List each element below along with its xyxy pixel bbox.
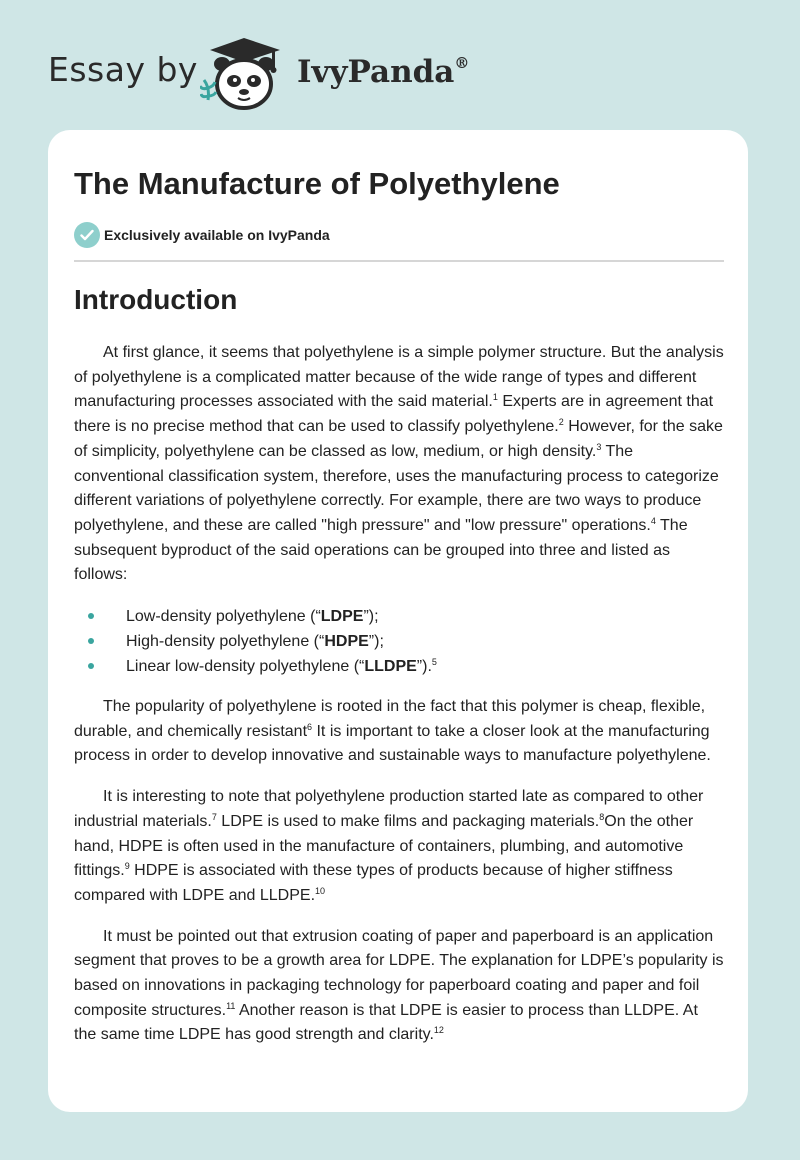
footnote-ref[interactable]: 12 bbox=[433, 1025, 444, 1036]
footnote-ref[interactable]: 9 bbox=[124, 861, 130, 872]
footnote-ref[interactable]: 8 bbox=[599, 811, 605, 822]
site-header bbox=[0, 0, 800, 128]
footnote-ref[interactable]: 4 bbox=[650, 515, 656, 526]
divider bbox=[74, 260, 724, 262]
checkmark-icon bbox=[74, 222, 100, 248]
panda-logo-icon[interactable] bbox=[200, 36, 296, 112]
essay-by-label: Essay by bbox=[48, 50, 198, 89]
footnote-ref[interactable]: 11 bbox=[226, 1000, 236, 1011]
list-item: Linear low-density polyethylene (“LLDPE”).$^5$ bbox=[74, 654, 724, 679]
list-item: High-density polyethylene (“HDPE”); bbox=[74, 629, 724, 654]
paragraph-2: The popularity of polyethylene is rooted in the fact that this polymer is cheap, flexible, durable, and chemically resistant$^6$ It is important to take a closer look at the manufacturing process in order to develop innovative and sustainable ways to manufacture polyethylene. bbox=[74, 698, 711, 765]
footnote-ref[interactable]: 2 bbox=[558, 417, 564, 428]
footnote-ref[interactable]: 6 bbox=[307, 721, 313, 732]
paragraph-4: It must be pointed out that extrusion coating of paper and paperboard is an application segment that proves to be a growth area for LDPE. The explanation for LDPE’s popularity is based on innovations in packaging technology for paperboard coating and paper and foil composite structures.$^{11}$ Another reason is that LDPE is easier to process than LLDPE. At the same time LDPE has good strength and clarity.$^{12}$ bbox=[74, 927, 724, 1044]
footnote-ref[interactable]: 5 bbox=[431, 657, 437, 668]
footnote-ref[interactable]: 3 bbox=[596, 441, 602, 452]
brand-name[interactable]: IvyPanda® bbox=[297, 54, 470, 90]
footnote-ref[interactable]: 10 bbox=[315, 885, 326, 896]
page-title: The Manufacture of Polyethylene bbox=[74, 166, 560, 201]
article-body bbox=[74, 341, 724, 1064]
exclusive-label: Exclusively available on IvyPanda bbox=[104, 227, 330, 243]
exclusive-badge bbox=[74, 222, 330, 248]
polyethylene-types-list bbox=[74, 604, 724, 679]
list-item: Low-density polyethylene (“LDPE”); bbox=[74, 604, 724, 629]
essay-card bbox=[48, 130, 748, 1112]
paragraph-3: It is interesting to note that polyethylene production started late as compared to other industrial materials.$^7$ LDPE is used to make films and packaging materials.$^8$On the other hand, HDPE is often used in the manufacture of containers, plumbing, and automotive fittings.$^9$ HDPE is associated with these types of products because of higher stiffness compared with LDPE and LLDPE.$^{10}$ bbox=[74, 788, 704, 904]
paragraph-1: At first glance, it seems that polyethylene is a simple polymer structure. But the analysis of polyethylene is a complicated matter because of the wide range of types and different manufacturing processes associated with the said material.$^1$ Experts are in agreement that there is no precise method that can be used to classify polyethylene.$^2$ However, for the sake of simplicity, polyethylene can be classed as low, medium, or high density.$^3$ The conventional classification system, therefore, uses the manufacturing process to categorize different variations of polyethylene correctly. For example, there are two ways to produce polyethylene, and these are called "high pressure" and "low pressure" operations.$^4$ The subsequent byproduct of the said operations can be grouped into three and listed as follows: bbox=[74, 344, 724, 584]
footnote-ref[interactable]: 1 bbox=[492, 392, 498, 403]
section-title-introduction: Introduction bbox=[74, 284, 238, 315]
footnote-ref[interactable]: 7 bbox=[211, 811, 217, 822]
